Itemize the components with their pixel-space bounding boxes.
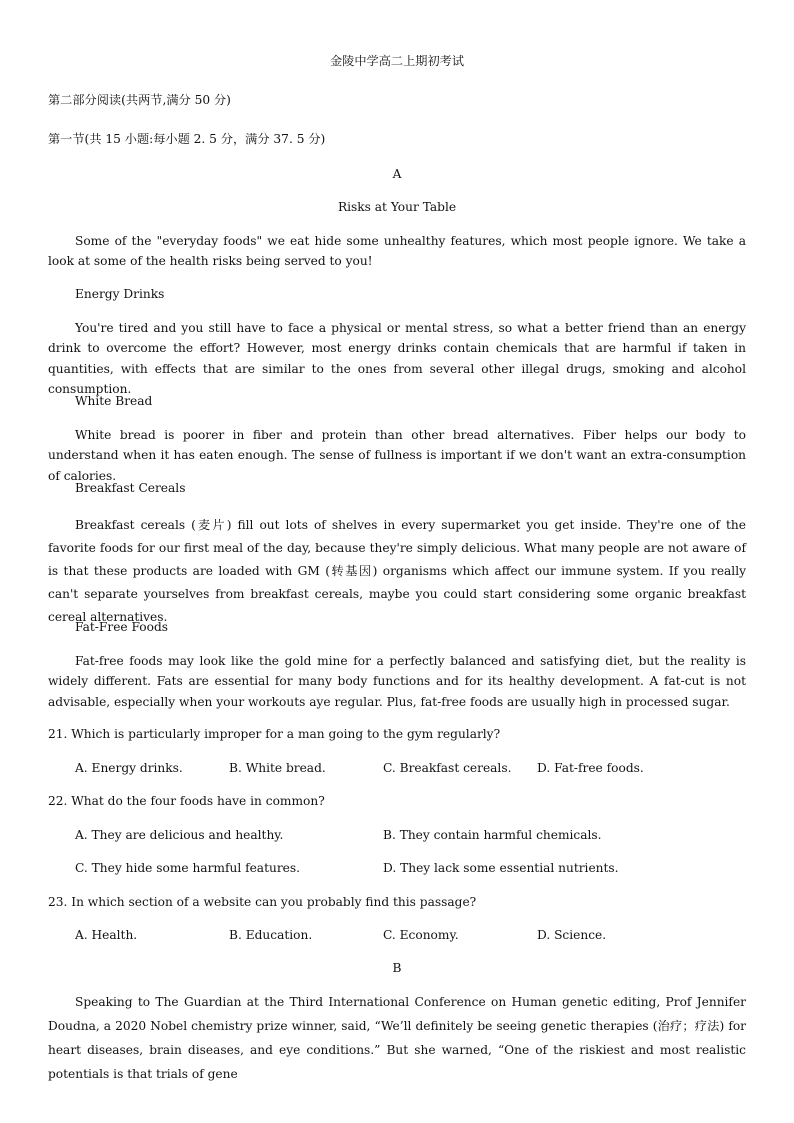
subsection-heading: 第一节(共 15 小题:每小题 2. 5 分，满分 37. 5 分) <box>48 132 326 146</box>
section-heading-energy-drinks: Energy Drinks <box>75 287 165 301</box>
question-22-option-a[interactable]: A. They are delicious and healthy. <box>75 828 284 842</box>
question-21-option-b[interactable]: B. White bread. <box>229 761 326 775</box>
question-21-stem: 21. Which is particularly improper for a man going to the gym regularly? <box>48 727 501 741</box>
exam-title: 金陵中学高二上期初考试 <box>329 54 465 68</box>
section-heading-fat-free-foods: Fat-Free Foods <box>75 620 169 634</box>
section-text-breakfast-cereals: Breakfast cereals (麦片) fill out lots of shelves in every supermarket you get inside. They're one of the favorite foods for our first meal of the day, because they're simply delicious. What many people are not aware of is that these products are loaded with GM (转基因) organisms which affect our immune system. If you really can't separate yourselves from breakfast cereals, maybe you could start considering some organic breakfast cereal alternatives. <box>48 518 746 624</box>
passage-a-label: A <box>392 167 402 181</box>
question-21-option-d[interactable]: D. Fat-free foods. <box>537 761 644 775</box>
question-21-option-a[interactable]: A. Energy drinks. <box>75 761 183 775</box>
section-text-white-bread: White bread is poorer in fiber and protein than other bread alternatives. Fiber helps our body to understand when it has eaten enough. The sense of fullness is important if we don't want an extra-consumption of calories. <box>48 428 746 483</box>
question-23-option-a[interactable]: A. Health. <box>75 928 138 942</box>
passage-a-intro: Some of the "everyday foods" we eat hide some unhealthy features, which most people ignore. We take a look at some of the health risks being served to you! <box>48 234 746 269</box>
question-23-option-c[interactable]: C. Economy. <box>383 928 459 942</box>
question-23-option-d[interactable]: D. Science. <box>537 928 607 942</box>
question-22-stem: 22. What do the four foods have in common? <box>48 794 325 808</box>
section-text-energy-drinks: You're tired and you still have to face a physical or mental stress, so what a better friend than an energy drink to overcome the effort? However, most energy drinks contain chemicals that are harmful if taken in quantities, with effects that are similar to the ones from several other illegal drugs, smoking and alcohol consumption. <box>48 321 746 396</box>
passage-b-label: B <box>392 961 402 975</box>
question-22-option-c[interactable]: C. They hide some harmful features. <box>75 861 300 875</box>
section-heading-breakfast-cereals: Breakfast Cereals <box>75 481 186 495</box>
passage-a-title: Risks at Your Table <box>337 200 457 214</box>
question-22-option-b[interactable]: B. They contain harmful chemicals. <box>383 828 602 842</box>
section-heading: 第二部分阅读(共两节,满分 50 分) <box>48 93 231 107</box>
passage-b-text: Speaking to The Guardian at the Third International Conference on Human genetic editing, Prof Jennifer Doudna, a 2020 Nobel chemistry prize winner, said, “We’ll definitely be seeing genetic therapies (治疗；疗法) for heart diseases, brain diseases, and eye conditions.” But she warned, “One of the riskiest and most realistic potentials is that trials of gene <box>48 995 746 1081</box>
question-21-option-c[interactable]: C. Breakfast cereals. <box>383 761 512 775</box>
question-23-option-b[interactable]: B. Education. <box>229 928 313 942</box>
section-heading-white-bread: White Bread <box>75 394 153 408</box>
question-23-stem: 23. In which section of a website can you probably find this passage? <box>48 895 477 909</box>
question-22-option-d[interactable]: D. They lack some essential nutrients. <box>383 861 619 875</box>
section-text-fat-free-foods: Fat-free foods may look like the gold mine for a perfectly balanced and satisfying diet, but the reality is widely different. Fats are essential for many body functions and for its healthy development. A fat-cut is not advisable, especially when your workouts aye regular. Plus, fat-free foods are usually high in processed sugar. <box>48 654 746 709</box>
